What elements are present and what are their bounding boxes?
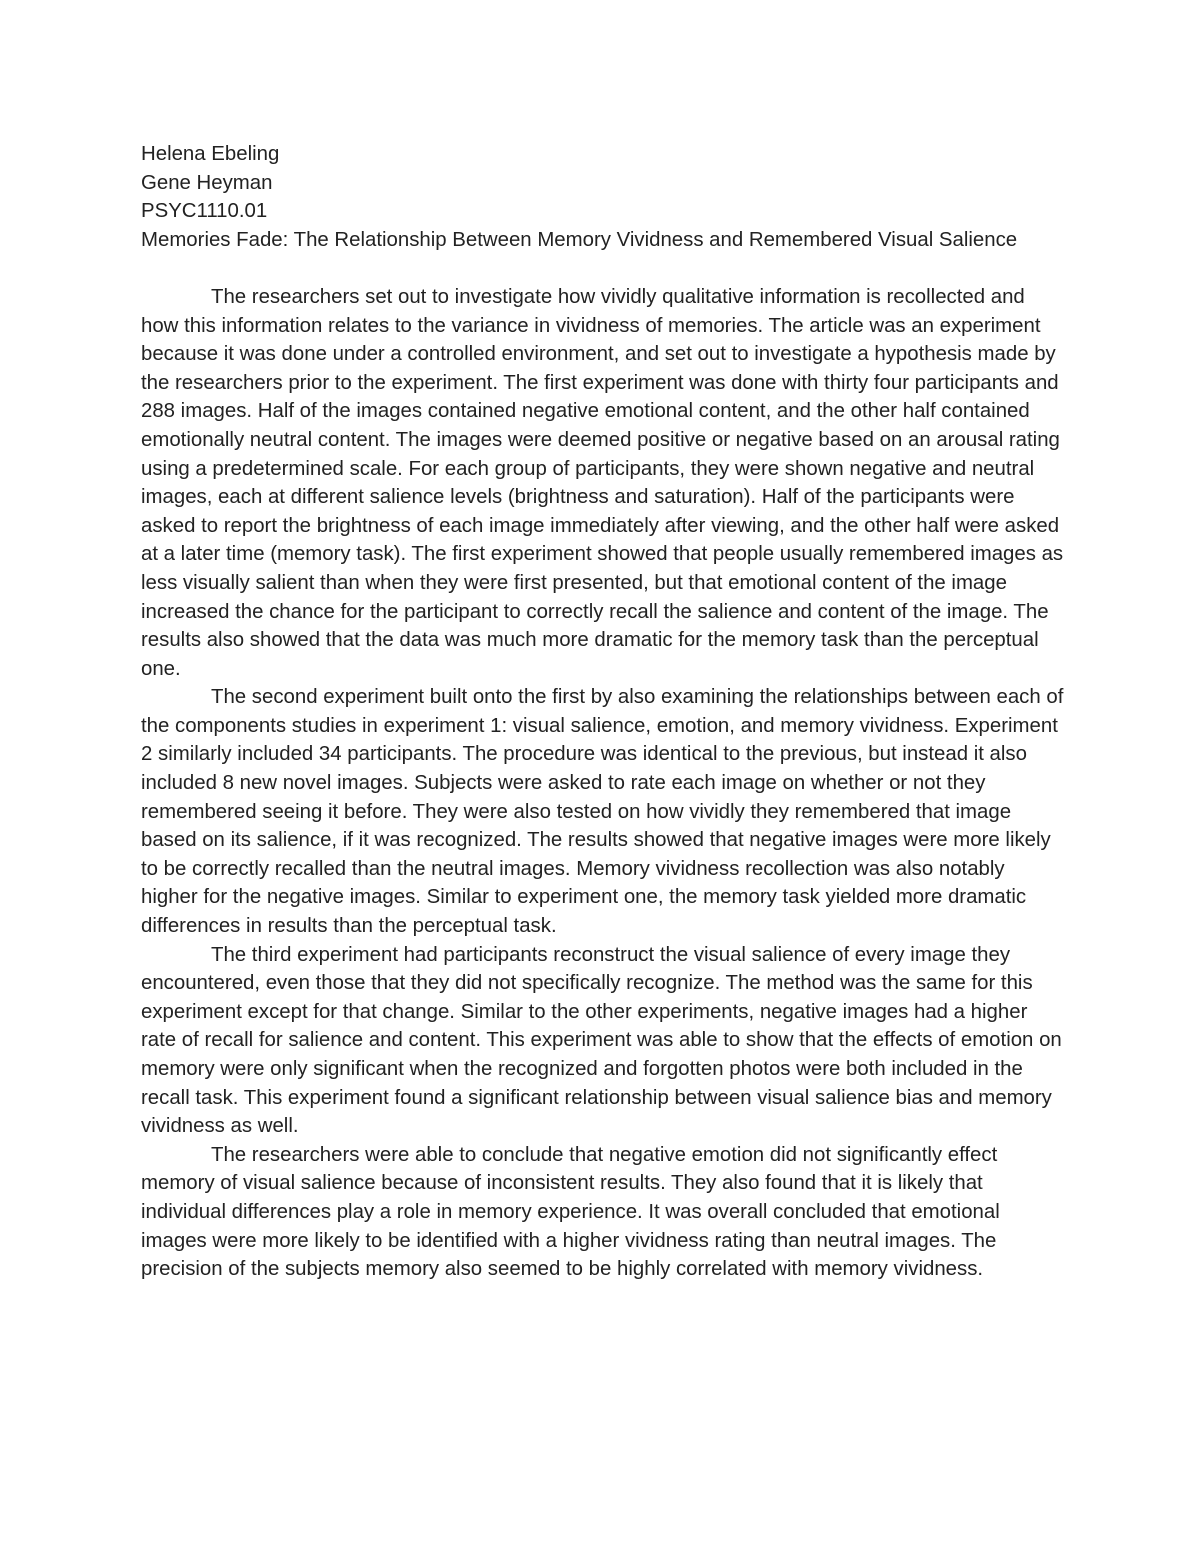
paragraph-experiment-3: The third experiment had participants reconstruct the visual salience of every image they encountered, even those that they did not specifically recognize. The method was the same for this experiment except for that change. Similar to the other experiments, negative images had a higher rate of recall for salience and content. This experiment was able to show that the effects of emotion on memory were only significant when the recognized and forgotten photos were both included in the recall task. This experiment found a significant relationship between visual salience bias and memory vividness as well. <box>141 943 1062 1138</box>
student-name: Helena Ebeling <box>141 143 280 165</box>
course-code: PSYC1110.01 <box>141 200 268 223</box>
instructor-name: Gene Heyman <box>141 171 273 194</box>
paragraph-conclusion: The researchers were able to conclude that negative emotion did not significantly effect memory of visual salience because of inconsistent results. They also found that it is likely that individual differences play a role in memory experience. It was overall concluded that emotional images were more likely to be identified with a higher vividness rating than neutral images. The precision of the subjects memory also seemed to be highly correlated with memory vividness. <box>141 1143 1000 1281</box>
document-content <box>141 140 1066 1284</box>
paragraph-experiment-2: The second experiment built onto the first by also examining the relationships between each of the components studies in experiment 1: visual salience, emotion, and memory vividness. Experiment 2 similarly included 34 participants. The procedure was identical to the previous, but instead it also included 8 new novel images. Subjects were asked to rate each image on whether or not they remembered seeing it before. They were also tested on how vividly they remembered that image based on its salience, if it was recognized. The results showed that negative images were more likely to be correctly recalled than the neutral images. Memory vividness recollection was also notably higher for the negative images. Similar to experiment one, the memory task yielded more dramatic differences in results than the perceptual task. <box>141 686 1064 938</box>
blank-line <box>141 254 1066 283</box>
paragraph-experiment-1: The researchers set out to investigate how vividly qualitative information is recollected and how this information relates to the variance in vividness of memories. The article was an experiment because it was done under a controlled environment, and set out to investigate a hypothesis made by the researchers prior to the experiment. The first experiment was done with thirty four participants and 288 images. Half of the images contained negative emotional content, and the other half contained emotionally neutral content. The images were deemed positive or negative based on an arousal rating using a predetermined scale. For each group of participants, they were shown negative and neutral images, each at different salience levels (brightness and saturation). Half of the participants were asked to report the brightness of each image immediately after viewing, and the other half were asked at a later time (memory task). The first experiment showed that people usually remembered images as less visually salient than when they were first presented, but that emotional content of the image increased the chance for the participant to correctly recall the salience and content of the image. The results also showed that the data was much more dramatic for the memory task than the perceptual one. <box>141 285 1064 680</box>
paper-title: Memories Fade: The Relationship Between Memory Vividness and Remembered Visual Salience <box>141 228 1018 251</box>
